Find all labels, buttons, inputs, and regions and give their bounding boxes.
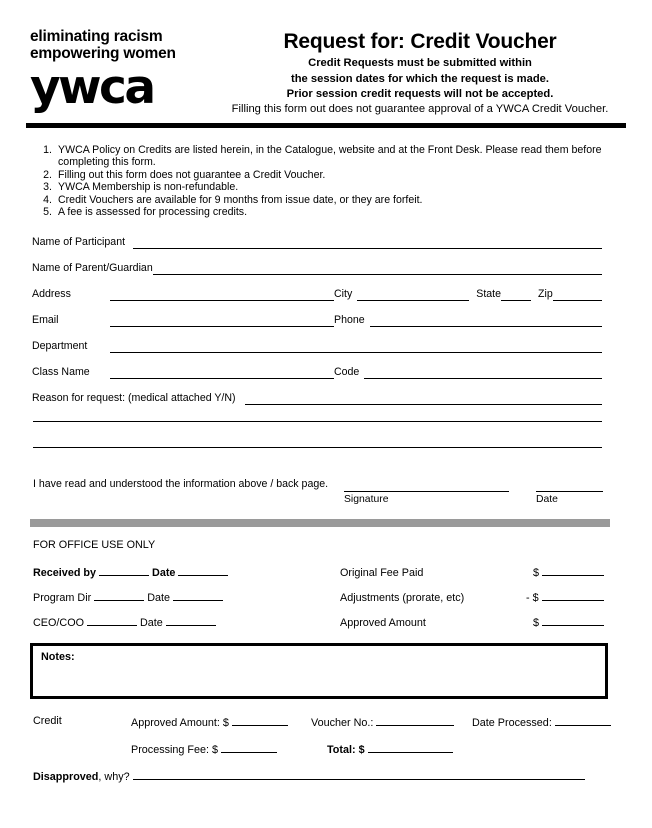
policy-number: 5. xyxy=(43,206,52,219)
ywca-logo xyxy=(30,28,230,115)
program-dir-date-input[interactable] xyxy=(173,590,223,601)
received-by-label: Received by xyxy=(33,567,97,579)
approved-amount-label: Approved Amount xyxy=(340,617,426,629)
office-row-program-dir xyxy=(33,590,223,604)
policy-text: YWCA Policy on Credits are listed herein, in the Catalogue, website and at the Front Desk. Please read them before completing this form. xyxy=(58,144,602,169)
name-of-participant-label: Name of Participant xyxy=(32,236,126,248)
office-row-original-fee-paid xyxy=(340,565,604,579)
reason-input-line-3[interactable] xyxy=(33,447,602,448)
page-title: Request for: Credit Voucher xyxy=(283,30,557,53)
processing-fee-label: Processing Fee: $ xyxy=(131,744,219,756)
field-row-name-of-parent-guardian xyxy=(32,259,602,275)
state-label: State xyxy=(476,288,501,300)
approved-amount-input[interactable] xyxy=(542,615,604,626)
adjustments-label: Adjustments (prorate, etc) xyxy=(340,592,465,604)
reason-input-line-2[interactable] xyxy=(33,421,602,422)
state-input[interactable] xyxy=(501,288,531,301)
ywca-wordmark: ywca xyxy=(30,60,154,115)
disapproved-reason-input[interactable] xyxy=(133,769,585,780)
program-dir-date-label: Date xyxy=(147,592,171,604)
address-label: Address xyxy=(32,288,71,300)
form-header xyxy=(0,0,652,115)
credit-row-approved-amount xyxy=(131,715,288,729)
department-input[interactable] xyxy=(110,340,602,353)
office-row-approved-amount xyxy=(340,615,604,629)
disapproved-why-label: , why? xyxy=(98,771,130,783)
title-block xyxy=(210,30,630,116)
reason-input-line-1[interactable] xyxy=(245,392,602,405)
class-name-label: Class Name xyxy=(32,366,90,378)
zip-label: Zip xyxy=(538,288,553,300)
class-name-input[interactable] xyxy=(110,366,334,379)
policy-number: 2. xyxy=(43,168,52,181)
total-label: Total: $ xyxy=(327,744,365,756)
code-input[interactable] xyxy=(364,366,602,379)
name-of-participant-input[interactable] xyxy=(133,236,602,249)
office-row-adjustments xyxy=(340,590,604,604)
field-row-name-of-participant xyxy=(32,233,602,249)
logo-tagline-line-1: eliminating racism xyxy=(30,28,163,45)
voucher-no-label: Voucher No.: xyxy=(311,717,374,729)
header-disclaimer: Filling this form out does not guarantee approval of a YWCA Credit Voucher. xyxy=(231,102,609,115)
address-input[interactable] xyxy=(110,288,334,301)
policy-list xyxy=(30,144,626,218)
credit-row-voucher-no xyxy=(311,715,454,729)
name-of-parent-guardian-label: Name of Parent/Guardian xyxy=(32,262,153,274)
received-by-date-input[interactable] xyxy=(178,565,228,576)
ceo-coo-label: CEO/COO xyxy=(33,617,84,629)
department-label: Department xyxy=(32,340,88,352)
office-row-received-by xyxy=(33,565,228,579)
date-label: Date xyxy=(536,494,558,505)
zip-input[interactable] xyxy=(553,288,602,301)
policy-number: 4. xyxy=(43,193,52,206)
subtitle-line-2: the session dates for which the request is made. xyxy=(290,72,549,85)
program-dir-input[interactable] xyxy=(94,590,144,601)
credit-row-total xyxy=(327,742,453,756)
office-section-divider xyxy=(30,519,610,527)
policy-item xyxy=(30,206,626,218)
policy-item xyxy=(30,169,626,181)
acknowledgement-statement: I have read and understood the information above / back page. xyxy=(33,478,329,490)
field-row-department xyxy=(32,337,602,353)
disapproved-label: Disapproved xyxy=(33,771,99,783)
date-input[interactable] xyxy=(536,491,603,492)
ceo-coo-date-label: Date xyxy=(140,617,163,629)
original-fee-paid-label: Original Fee Paid xyxy=(340,567,424,579)
email-label: Email xyxy=(32,314,59,326)
signature-label: Signature xyxy=(344,494,389,505)
email-input[interactable] xyxy=(110,314,334,327)
processing-fee-input[interactable] xyxy=(221,742,277,753)
policy-text: Filling out this form does not guarantee a Credit Voucher. xyxy=(58,168,326,181)
policy-text: Credit Vouchers are available for 9 months from issue date, or they are forfeit. xyxy=(58,193,423,206)
office-use-heading: FOR OFFICE USE ONLY xyxy=(33,539,156,551)
reason-label: Reason for request: (medical attached Y/N) xyxy=(32,392,236,404)
voucher-no-input[interactable] xyxy=(376,715,454,726)
policy-number: 3. xyxy=(43,181,52,194)
credit-approved-amount-label: Approved Amount: $ xyxy=(131,717,229,729)
field-row-address xyxy=(32,285,602,301)
policy-number: 1. xyxy=(43,144,52,156)
date-processed-input[interactable] xyxy=(555,715,611,726)
signature-input[interactable] xyxy=(344,491,509,492)
adjustments-currency: - $ xyxy=(526,592,539,604)
policy-item xyxy=(30,181,626,193)
credit-row-processing-fee xyxy=(131,742,277,756)
policy-item xyxy=(30,144,626,169)
code-label: Code xyxy=(334,366,360,378)
adjustments-input[interactable] xyxy=(542,590,604,601)
notes-box[interactable] xyxy=(30,643,608,699)
ceo-coo-input[interactable] xyxy=(87,615,137,626)
total-input[interactable] xyxy=(368,742,453,753)
office-row-ceo-coo xyxy=(33,615,216,629)
name-of-parent-guardian-input[interactable] xyxy=(153,262,602,275)
ceo-coo-date-input[interactable] xyxy=(166,615,216,626)
field-row-reason xyxy=(32,389,602,405)
program-dir-label: Program Dir xyxy=(33,592,92,604)
original-fee-paid-currency: $ xyxy=(533,567,540,579)
subtitle-line-1: Credit Requests must be submitted within xyxy=(308,57,532,69)
policy-text: A fee is assessed for processing credits. xyxy=(58,206,248,219)
field-row-class-name-code xyxy=(32,363,602,379)
field-row-email-phone xyxy=(32,311,602,327)
phone-label: Phone xyxy=(334,314,365,326)
credit-row-disapproved xyxy=(33,769,602,783)
city-label: City xyxy=(334,288,353,300)
credit-row-date-processed xyxy=(472,715,611,729)
notes-label: Notes: xyxy=(41,651,75,663)
credit-heading: Credit xyxy=(33,715,62,727)
original-fee-paid-input[interactable] xyxy=(542,565,604,576)
subtitle-line-3: Prior session credit requests will not be accepted. xyxy=(286,88,554,101)
city-input[interactable] xyxy=(357,288,469,301)
logo-tagline-line-2: empowering women xyxy=(30,45,176,62)
header-divider-rule xyxy=(26,123,626,128)
policy-text: YWCA Membership is non-refundable. xyxy=(58,181,239,194)
date-processed-label: Date Processed: xyxy=(472,717,552,729)
policy-item xyxy=(30,194,626,206)
received-by-input[interactable] xyxy=(99,565,149,576)
phone-input[interactable] xyxy=(370,314,602,327)
credit-approved-amount-input[interactable] xyxy=(232,715,288,726)
received-by-date-label: Date xyxy=(152,567,176,579)
approved-amount-currency: $ xyxy=(533,617,540,629)
